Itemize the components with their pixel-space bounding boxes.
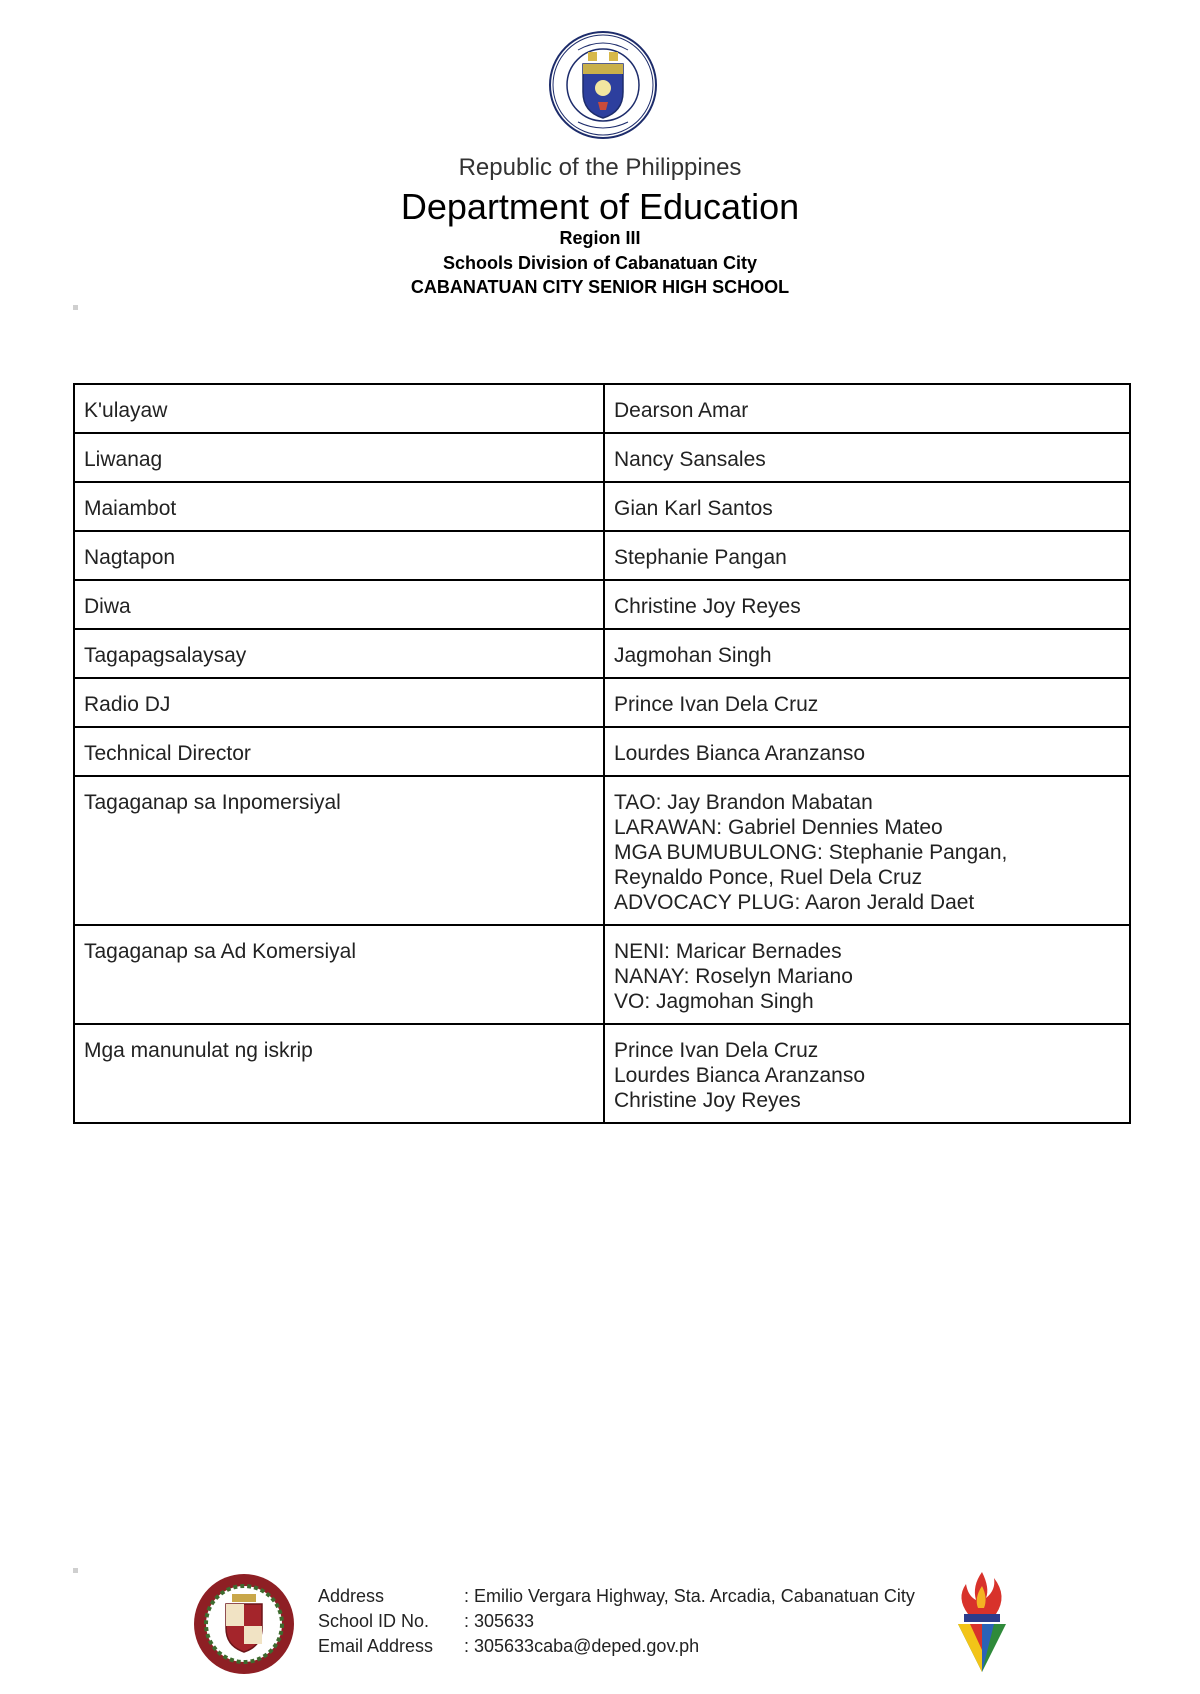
name-line: Nancy Sansales — [614, 448, 766, 471]
page-marker-top — [73, 305, 78, 310]
name-line: Prince Ivan Dela Cruz — [614, 1039, 819, 1062]
role-cell: Diwa — [74, 580, 604, 629]
names-cell — [604, 925, 1130, 1024]
name-line: MGA BUMUBULONG: Stephanie Pangan, — [614, 841, 1008, 864]
name-line: LARAWAN: Gabriel Dennies Mateo — [614, 816, 943, 839]
role-cell: Mga manunulat ng iskrip — [74, 1024, 604, 1123]
names-cell — [604, 384, 1130, 433]
name-line: Dearson Amar — [614, 399, 749, 422]
role-cell: Nagtapon — [74, 531, 604, 580]
header-region: Region III — [559, 228, 641, 248]
role-cell: K'ulayaw — [74, 384, 604, 433]
role-cell: Tagaganap sa Inpomersiyal — [74, 776, 604, 925]
role-cell: Tagapagsalaysay — [74, 629, 604, 678]
flame-emblem-icon — [950, 1570, 1014, 1674]
name-line: ADVOCACY PLUG: Aaron Jerald Daet — [614, 891, 975, 914]
role-cell: Liwanag — [74, 433, 604, 482]
footer-address-label: Address — [318, 1586, 385, 1606]
names-cell — [604, 482, 1130, 531]
footer-school-id-row — [318, 1609, 915, 1634]
table-row — [74, 776, 1130, 925]
table-row — [74, 678, 1130, 727]
names-cell — [604, 629, 1130, 678]
footer-email-row — [318, 1634, 915, 1659]
name-line: NENI: Maricar Bernades — [614, 940, 842, 963]
role-cell: Radio DJ — [74, 678, 604, 727]
table-row — [74, 482, 1130, 531]
roles-table — [73, 383, 1131, 1124]
footer-email-value: : 305633caba@deped.gov.ph — [464, 1636, 700, 1656]
names-cell — [604, 776, 1130, 925]
footer-school-id-value: : 305633 — [464, 1611, 535, 1631]
name-line: Reynaldo Ponce, Ruel Dela Cruz — [614, 866, 923, 889]
names-cell — [604, 433, 1130, 482]
table-row — [74, 384, 1130, 433]
names-cell — [604, 678, 1130, 727]
role-cell: Tagaganap sa Ad Komersiyal — [74, 925, 604, 1024]
table-row — [74, 580, 1130, 629]
names-cell — [604, 531, 1130, 580]
name-line: Stephanie Pangan — [614, 546, 787, 569]
name-line: Gian Karl Santos — [614, 497, 773, 520]
footer-email-label: Email Address — [318, 1636, 434, 1656]
name-line: NANAY: Roselyn Mariano — [614, 965, 853, 988]
footer-address-row — [318, 1584, 915, 1609]
role-cell: Technical Director — [74, 727, 604, 776]
names-cell — [604, 727, 1130, 776]
table-row — [74, 531, 1130, 580]
name-line: TAO: Jay Brandon Mabatan — [614, 791, 873, 814]
header-school: CABANATUAN CITY SENIOR HIGH SCHOOL — [410, 277, 790, 297]
role-cell: Maiambot — [74, 482, 604, 531]
table-row — [74, 433, 1130, 482]
table-row — [74, 727, 1130, 776]
footer-school-id-label: School ID No. — [318, 1611, 430, 1631]
name-line: Christine Joy Reyes — [614, 1089, 801, 1112]
name-line: Christine Joy Reyes — [614, 595, 801, 618]
names-cell — [604, 580, 1130, 629]
name-line: Lourdes Bianca Aranzanso — [614, 742, 866, 765]
footer-contact — [318, 1584, 915, 1659]
page-marker-bottom — [73, 1568, 78, 1573]
header-division: Schools Division of Cabanatuan City — [442, 253, 758, 273]
footer-address-value: : Emilio Vergara Highway, Sta. Arcadia, Cabanatuan City — [464, 1586, 915, 1606]
header-department: Department of Education — [400, 186, 800, 227]
name-line: Prince Ivan Dela Cruz — [614, 693, 819, 716]
table-row — [74, 629, 1130, 678]
names-cell — [604, 1024, 1130, 1123]
table-row — [74, 925, 1130, 1024]
name-line: VO: Jagmohan Singh — [614, 990, 814, 1013]
table-row — [74, 1024, 1130, 1123]
header-republic: Republic of the Philippines — [458, 154, 742, 181]
name-line: Jagmohan Singh — [614, 644, 772, 667]
deped-seal-icon — [548, 30, 658, 140]
school-logo-icon — [192, 1572, 296, 1676]
name-line: Lourdes Bianca Aranzanso — [614, 1064, 866, 1087]
